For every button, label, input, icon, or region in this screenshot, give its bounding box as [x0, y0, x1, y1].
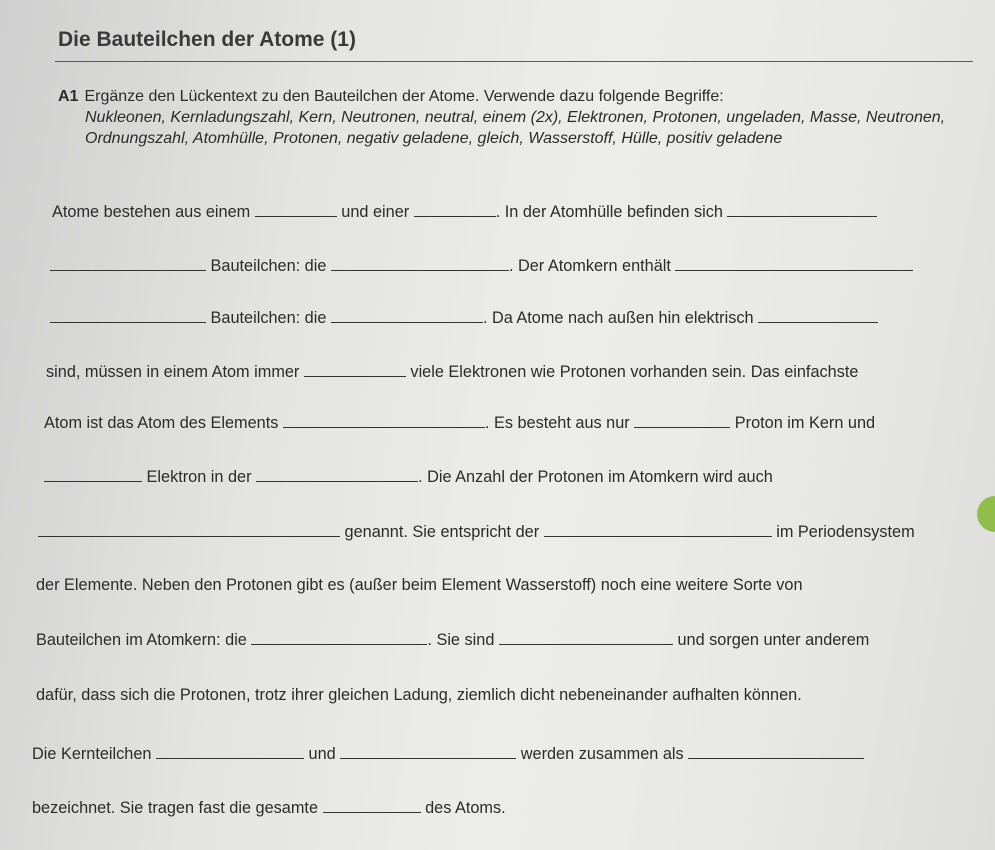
text-segment: dafür, dass sich die Protonen, trotz ihrer gleichen Ladung, ziemlich dicht nebeneinander aufhalten können.: [36, 686, 802, 704]
cloze-line-4: [46, 362, 858, 382]
text-segment: . Der Atomkern enthält: [508, 257, 671, 275]
cloze-line-7: [38, 522, 915, 542]
blank-7[interactable]: [50, 308, 206, 323]
text-segment: . Da Atome nach außen hin elektrisch: [482, 309, 754, 327]
blank-12[interactable]: [634, 413, 730, 428]
blank-2[interactable]: [414, 202, 496, 217]
text-segment: . In der Atomhülle befinden sich: [495, 203, 723, 221]
cloze-line-10: [36, 686, 802, 705]
blank-11[interactable]: [283, 413, 485, 428]
text-segment: Atome bestehen aus einem: [52, 203, 251, 221]
text-segment: viele Elektronen wie Protonen vorhanden sein. Das einfachste: [410, 363, 859, 381]
blank-5[interactable]: [331, 256, 509, 271]
text-segment: genannt. Sie entspricht der: [344, 523, 540, 541]
blank-17[interactable]: [251, 630, 427, 645]
blank-22[interactable]: [323, 798, 421, 813]
blank-9[interactable]: [758, 308, 878, 323]
text-segment: Bauteilchen: die: [210, 309, 327, 327]
text-segment: und: [308, 745, 336, 763]
blank-20[interactable]: [340, 744, 516, 759]
title-underline: [55, 61, 973, 62]
blank-4[interactable]: [50, 256, 206, 271]
text-segment: sind, müssen in einem Atom immer: [46, 363, 300, 381]
text-segment: Proton im Kern und: [734, 414, 876, 432]
text-segment: . Die Anzahl der Protonen im Atomkern wird auch: [418, 468, 773, 486]
cloze-line-11: [32, 744, 864, 764]
task-instruction: Ergänze den Lückentext zu den Bauteilchen der Atome. Verwende dazu folgende Begriffe:: [84, 88, 724, 105]
blank-21[interactable]: [688, 744, 864, 759]
text-segment: Atom ist das Atom des Elements: [44, 414, 279, 432]
text-segment: . Es besteht aus nur: [484, 414, 630, 432]
blank-8[interactable]: [331, 308, 483, 323]
text-segment: im Periodensystem: [776, 523, 915, 541]
cloze-line-2: [50, 256, 913, 276]
text-segment: und sorgen unter anderem: [677, 631, 870, 649]
blank-15[interactable]: [38, 522, 340, 537]
blank-1[interactable]: [255, 202, 337, 217]
text-segment: Elektron in der: [146, 468, 252, 486]
blank-19[interactable]: [156, 744, 304, 759]
task-label: A1: [58, 88, 79, 105]
cloze-line-3: [50, 308, 878, 328]
cloze-line-1: [52, 202, 877, 222]
blank-10[interactable]: [304, 362, 406, 377]
blank-14[interactable]: [256, 467, 418, 482]
cloze-line-12: [32, 798, 506, 818]
text-segment: des Atoms.: [425, 799, 506, 817]
text-segment: . Sie sind: [427, 631, 495, 649]
cloze-line-8: [36, 576, 803, 595]
blank-13[interactable]: [44, 467, 142, 482]
term-list: Nukleonen, Kernladungszahl, Kern, Neutronen, neutral, einem (2x), Elektronen, Protonen, ungeladen, Masse, Neutronen, Ordnungszahl, Atomhülle, Protonen, negativ geladene, gleich, Wasserstoff, Hülle, positiv geladene: [85, 109, 946, 147]
blank-16[interactable]: [544, 522, 772, 537]
green-sticker-dot: [977, 496, 995, 532]
blank-18[interactable]: [499, 630, 673, 645]
text-segment: bezeichnet. Sie tragen fast die gesamte: [32, 799, 319, 817]
worksheet-title: Die Bauteilchen der Atome (1): [58, 28, 356, 51]
blank-3[interactable]: [727, 202, 877, 217]
blank-6[interactable]: [675, 256, 913, 271]
task-a1: [58, 86, 958, 149]
text-segment: und einer: [341, 203, 410, 221]
text-segment: werden zusammen als: [520, 745, 684, 763]
cloze-line-5: [44, 413, 875, 433]
text-segment: der Elemente. Neben den Protonen gibt es (außer beim Element Wasserstoff) noch eine weitere Sorte von: [36, 576, 803, 594]
cloze-line-6: [44, 467, 773, 487]
cloze-line-9: [36, 630, 869, 650]
text-segment: Die Kernteilchen: [32, 745, 152, 763]
text-segment: Bauteilchen im Atomkern: die: [36, 631, 247, 649]
text-segment: Bauteilchen: die: [210, 257, 327, 275]
